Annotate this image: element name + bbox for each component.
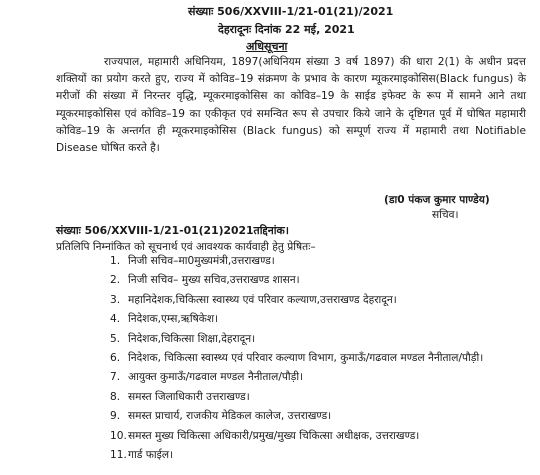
item-text: निदेशक,एम्स,ऋषिकेश।: [128, 313, 219, 326]
signatory-name: (डा0 पंकज कुमार पाण्डेय): [384, 194, 490, 206]
item-number: 8.: [110, 390, 121, 403]
list-item: [110, 428, 530, 445]
list-item: [110, 253, 530, 270]
item-text: समस्त जिलाधिकारी उत्तराखण्ड।: [128, 390, 250, 403]
list-item: [110, 311, 530, 328]
copy-to-intro: प्रतिलिपि निम्नांकित को सूचनार्थ एवं आवश्यक कार्यवाही हेतु प्रेषितः–: [56, 241, 316, 253]
list-item: [110, 408, 530, 425]
item-number: 1.: [110, 255, 121, 267]
list-item: [110, 389, 530, 406]
item-number: 11.: [110, 448, 127, 461]
list-item: [110, 331, 530, 348]
item-text: निदेशक,चिकित्सा शिक्षा,देहरादून।: [128, 332, 256, 345]
item-text: आयुक्त कुमाऊँ/गढवाल मण्डल नैनीताल/पौड़ी।: [128, 371, 304, 384]
signatory-designation: सचिव।: [432, 209, 459, 221]
item-text: निदेशक, चिकित्सा स्वास्थ्य एवं परिवार कल्याण विभाग, कुमाऊँ/गढवाल मण्डल नैनीताल/पौड़ी।: [128, 351, 484, 364]
item-number: 2.: [110, 274, 121, 287]
item-text: समस्त मुख्य चिकित्सा अधिकारी/प्रमुख/मुख्य चिकित्सा अधीक्षक, उत्तराखण्ड।: [128, 429, 420, 442]
item-number: 10.: [110, 429, 127, 442]
item-number: 6.: [110, 351, 121, 364]
reference-number: संख्याः 506/XXVIII-1/21-01(21)2021तद्दिनांक।: [56, 224, 289, 237]
list-item: [110, 369, 530, 386]
list-item: [110, 272, 530, 289]
item-number: 5.: [110, 332, 121, 345]
item-number: 9.: [110, 410, 121, 423]
notification-body: राज्यपाल, महामारी अधिनियम, 1897(अधिनियम संख्या 3 वर्ष 1897) की धारा 2(1) के अधीन प्रदत्त शक्तियों का प्रयोग करते हुए, राज्य में कोविड–19 संक्रमण के प्रभाव के कारण म्यूकरमाइकोसिस(Black fungus) के मरीजों की संख्या में निरन्तर वृद्धि, म्यूकरमाइकोसिस का कोविड–19 के साईड इफेक्ट के रूप में सामने आने तथा म्यूकरमाइकोसिस एवं कोविड–19 का एकीकृत एवं समन्वित रूप से उपचार किये जाने के दृष्टिगत पूर्व में घोषित महामारी कोविड–19 के अन्तर्गत ही म्यूकरमाइकोसिस (Black fungus) को सम्पूर्ण राज्य में महामारी तथा Notifiable Disease घोषित करते है।: [56, 56, 526, 155]
recipient-list: [110, 253, 530, 466]
list-item: [110, 292, 530, 309]
item-text: महानिदेशक,चिकित्सा स्वास्थ्य एवं परिवार कल्याण,उत्तराखण्ड देहरादून।: [128, 293, 397, 306]
list-item: [110, 447, 530, 464]
list-item: [110, 350, 530, 367]
item-text: समस्त प्राचार्य, राजकीय मेडिकल कालेज, उत्तराखण्ड।: [128, 410, 332, 423]
item-number: 7.: [110, 371, 121, 384]
item-text: निजी सचिव– मुख्य सचिव,उत्तराखण्ड शासन।: [128, 274, 300, 287]
item-text: गार्ड फाईल।: [128, 448, 174, 461]
item-text: निजी सचिव–मा0मुख्यमंत्री,उत्तराखण्ड।: [128, 255, 275, 267]
item-number: 4.: [110, 313, 121, 326]
item-number: 3.: [110, 293, 121, 306]
order-number: संख्याः 506/XXVIII-1/21-01(21)/2021: [188, 5, 394, 18]
document-title: अधिसूचना: [246, 40, 288, 53]
order-date: देहरादूनः दिनांक 22 मई, 2021: [218, 23, 355, 36]
